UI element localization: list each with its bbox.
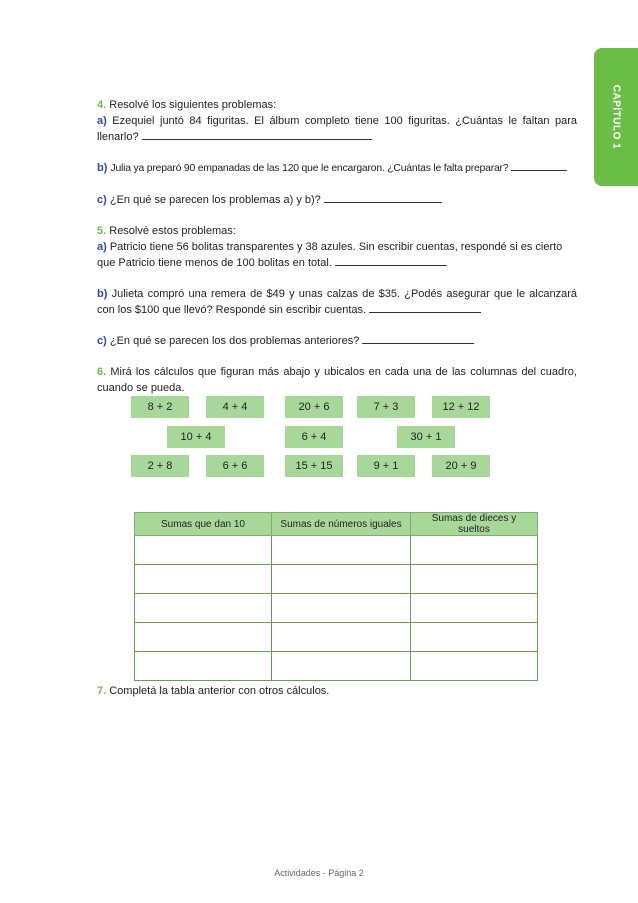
q5-a [97,239,577,271]
calc-chip[interactable]: 15 + 15 [285,455,343,477]
q5-title: Resolvé estos problemas: [109,225,236,237]
q4-c-text: ¿En qué se parecen los problemas a) y b)? [109,194,321,206]
q4-a-text: Ezequiel juntó 84 figuritas. El álbum completo tiene 100 figuritas. ¿Cuántas le faltan para llenarlo? [97,115,578,143]
table-cell[interactable] [135,594,272,623]
q7-statement [97,683,329,699]
q5-heading [97,223,577,239]
table-cell[interactable] [135,565,272,594]
calc-chip[interactable]: 4 + 4 [206,396,264,418]
exercise-content [97,97,577,396]
calc-chip[interactable]: 7 + 3 [357,396,415,418]
calc-chip[interactable]: 6 + 4 [285,426,343,448]
q7-number: 7. [97,685,107,697]
table-cell[interactable] [272,652,411,681]
table-cell[interactable] [272,623,411,652]
q5-c [97,333,577,349]
q4-b-text: Julia ya preparó 90 empanadas de las 120 que le encargaron. ¿Cuántas le falta preparar? [110,163,509,174]
table-row [135,565,538,594]
q4-a-answer-line[interactable] [142,129,372,140]
q5-a-answer-line[interactable] [335,255,447,266]
table-cell[interactable] [272,536,411,565]
chapter-tab-label: CAPÍTULO 1 [610,84,622,150]
q4-c [97,192,577,208]
table-header-row [135,513,538,536]
table-cell[interactable] [135,623,272,652]
table-cell[interactable] [135,652,272,681]
q4-c-answer-line[interactable] [324,192,442,203]
classification-table [134,512,538,681]
q5-c-text: ¿En qué se parecen los dos problemas anteriores? [109,335,360,347]
calc-chip[interactable]: 20 + 9 [432,455,490,477]
table-row [135,536,538,565]
q4-number: 4. [97,99,107,111]
column-header: Sumas de dieces y sueltos [411,513,538,536]
table-row [135,652,538,681]
calc-chip[interactable]: 2 + 8 [131,455,189,477]
q4-b-label: b) [97,162,108,174]
calc-chip[interactable]: 9 + 1 [357,455,415,477]
q4-a-label: a) [97,115,107,127]
table-cell[interactable] [411,565,538,594]
q6-number: 6. [97,366,107,378]
table-cell[interactable] [411,652,538,681]
q5-a-label: a) [97,241,107,253]
q5-number: 5. [97,225,107,237]
q5-b-label: b) [97,288,108,300]
calc-chip[interactable]: 10 + 4 [167,426,225,448]
calc-chip[interactable]: 12 + 12 [432,396,490,418]
column-header: Sumas de números iguales [272,513,411,536]
table-cell[interactable] [411,594,538,623]
table-cell[interactable] [135,536,272,565]
table-row [135,623,538,652]
q5-b [97,286,577,318]
q4-title: Resolvé los siguientes problemas: [109,99,277,111]
chapter-tab [594,48,638,186]
table-cell[interactable] [411,623,538,652]
q4-a [97,113,577,145]
q5-c-label: c) [97,335,107,347]
q6-statement [97,364,577,396]
q7-text: Completá la tabla anterior con otros cálculos. [109,685,330,697]
table-cell[interactable] [272,565,411,594]
calc-chip[interactable]: 30 + 1 [397,426,455,448]
q6-text: Mirá los cálculos que figuran más abajo y ubicalos en cada una de las columnas del cuadro, cuando se pueda. [97,366,577,394]
q4-b-answer-line[interactable] [511,160,567,171]
calc-chip[interactable]: 6 + 6 [206,455,264,477]
table-cell[interactable] [272,594,411,623]
q4-b [97,160,577,177]
table-row [135,594,538,623]
calc-chip[interactable]: 8 + 2 [131,396,189,418]
q5-a-text: Patricio tiene 56 bolitas transparentes y 38 azules. Sin escribir cuentas, respondé si es cierto que Patricio tiene menos de 100 bolitas en total. [97,241,563,269]
table-cell[interactable] [411,536,538,565]
calc-chip[interactable]: 20 + 6 [285,396,343,418]
q5-b-answer-line[interactable] [369,302,481,313]
q4-heading [97,97,577,113]
column-header: Sumas que dan 10 [135,513,272,536]
page-footer: Actividades - Página 2 [274,868,364,878]
q4-c-label: c) [97,194,107,206]
q5-b-text: Julieta compró una remera de $49 y unas calzas de $35. ¿Podés asegurar que le alcanzará con los $100 que llevó? Respondé sin escribir cuentas. [97,288,577,316]
q5-c-answer-line[interactable] [362,333,474,344]
